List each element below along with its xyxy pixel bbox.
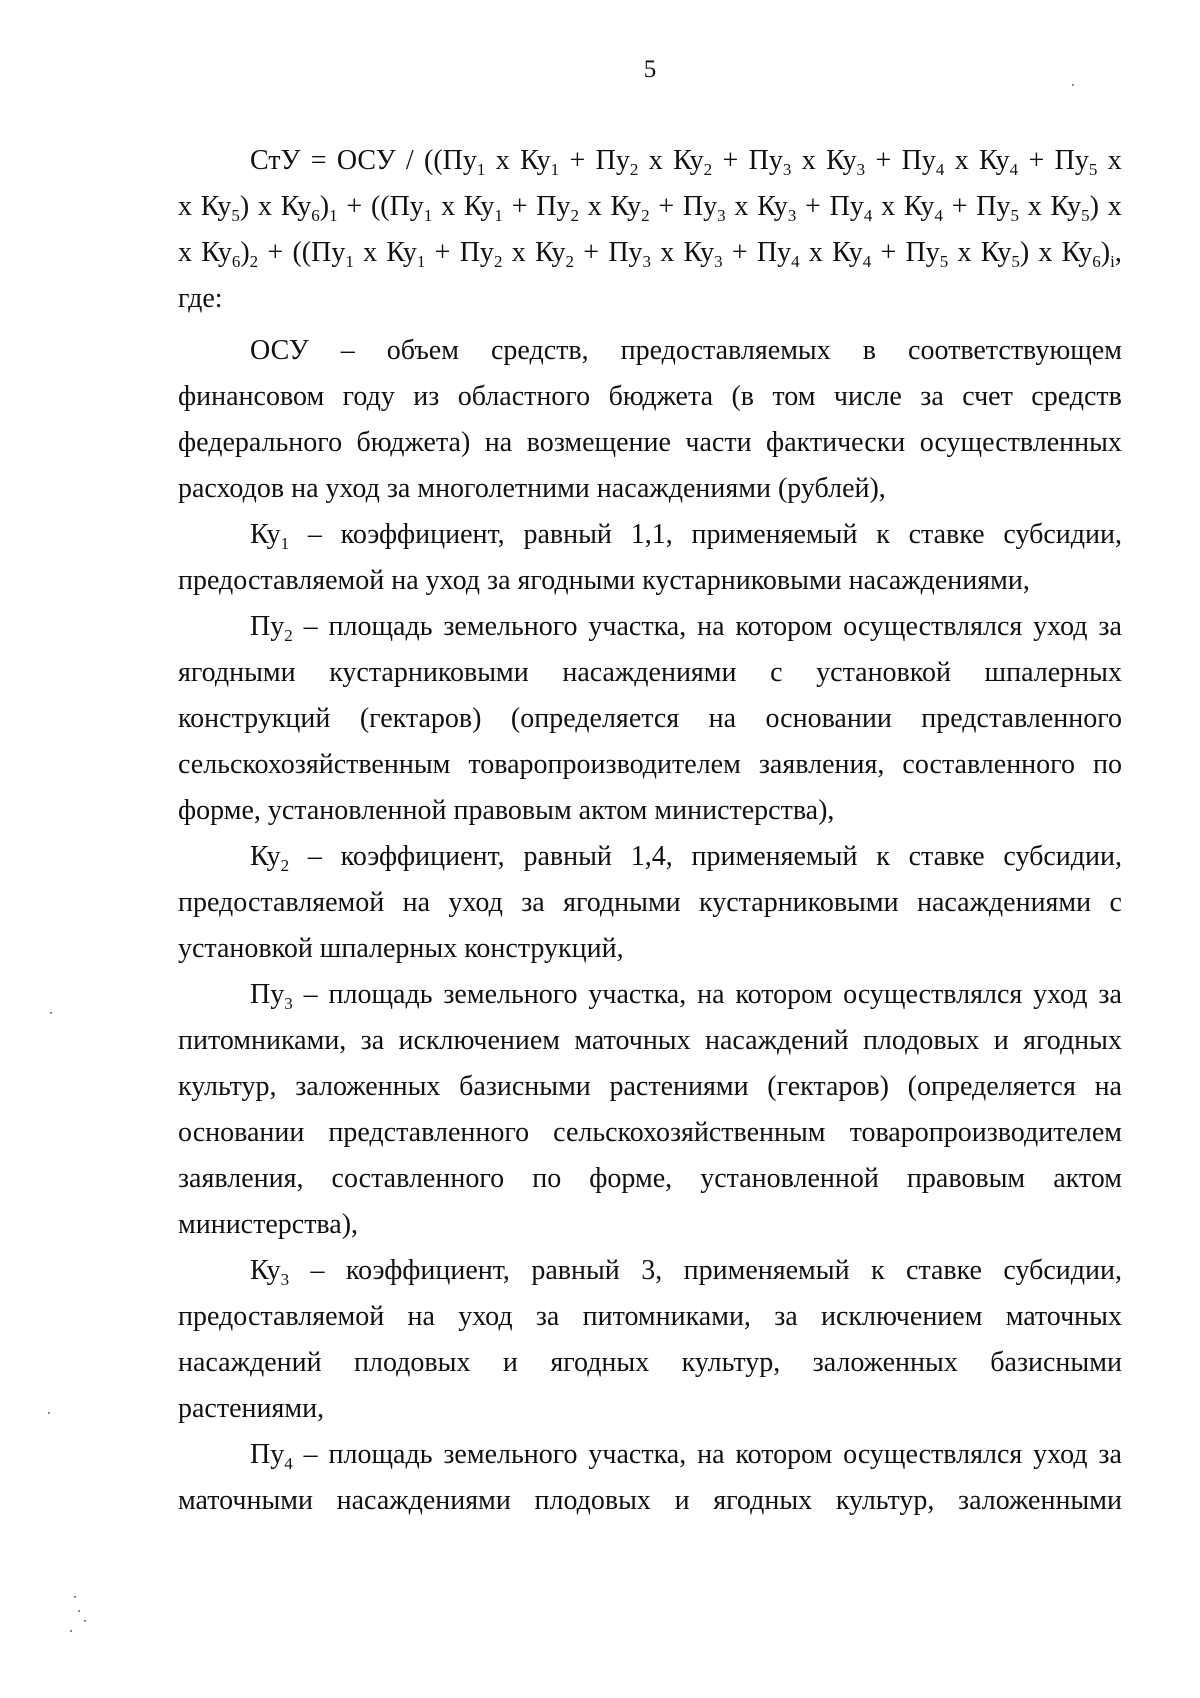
scan-speck xyxy=(50,1012,52,1014)
text-line: $Ку_1$ – коэффициент, равный 1,1, применяемый к ставке субсидии, xyxy=(250,519,1122,553)
text-line: х $Ку_5$) х $Ку_6)_1$ + (($Пу_1$ х $Ку_1$ + $Пу_2$ х $Ку_2$ + $Пу_3$ х $Ку_3$ + $Пу_4$ х $Ку_4$ + $Пу_5$ х $Ку_5$) х xyxy=(178,191,1122,225)
text-line: установкой шпалерных конструкций, xyxy=(178,933,624,964)
scan-speck xyxy=(1072,84,1074,86)
text-line: сельскохозяйственным товаропроизводителем заявления, составленного по xyxy=(178,749,1122,780)
text-line: питомниками, за исключением маточных насаждений плодовых и ягодных xyxy=(178,1025,1122,1056)
scan-speck xyxy=(78,1610,80,1612)
text-line: маточными насаждениями плодовых и ягодных культур, заложенными xyxy=(178,1485,1122,1516)
text-line: ОСУ – объем средств, предоставляемых в соответствующем xyxy=(250,335,1122,366)
scan-speck xyxy=(84,1620,86,1622)
page-number: 5 xyxy=(643,56,657,83)
text-line: расходов на уход за многолетними насаждениями (рублей), xyxy=(178,473,886,504)
document-body xyxy=(178,138,1122,1524)
text-line: культур, заложенных базисными растениями (гектаров) (определяется на xyxy=(178,1071,1122,1102)
scan-speck xyxy=(70,1630,72,1632)
text-line: растениями, xyxy=(178,1393,325,1424)
text-line: $Пу_3$ – площадь земельного участка, на котором осуществлялся уход за xyxy=(250,979,1122,1013)
text-line: предоставляемой на уход за ягодными кустарниковыми насаждениями, xyxy=(178,565,1030,596)
text-line: основании представленного сельскохозяйственным товаропроизводителем xyxy=(178,1117,1122,1148)
text-line: министерства), xyxy=(178,1209,359,1240)
text-line: форме, установленной правовым актом министерства), xyxy=(178,795,835,826)
text-line: заявления, составленного по форме, установленной правовым актом xyxy=(178,1163,1122,1194)
text-line: конструкций (гектаров) (определяется на основании представленного xyxy=(178,703,1122,734)
text-line: $Ку_3$ – коэффициент, равный 3, применяемый к ставке субсидии, xyxy=(250,1255,1122,1289)
text-line: СтУ = ОСУ / (($Пу_1$ х $Ку_1$ + $Пу_2$ х $Ку_2$ + $Пу_3$ х $Ку_3$ + $Пу_4$ х $Ку_4$ + $Пу_5$ х xyxy=(250,145,1122,179)
text-line: финансовом году из областного бюджета (в том числе за счет средств xyxy=(178,381,1122,412)
text-line: $Пу_4$ – площадь земельного участка, на котором осуществлялся уход за xyxy=(250,1439,1122,1473)
text-line: предоставляемой на уход за питомниками, за исключением маточных xyxy=(178,1301,1122,1332)
text-line: х $Ку_6)_2$ + (($Пу_1$ х $Ку_1$ + $Пу_2$ х $Ку_2$ + $Пу_3$ х $Ку_3$ + $Пу_4$ х $Ку_4$ + $Пу_5$ х $Ку_5$) х $Ку_6)_i$, xyxy=(178,237,1122,271)
text-line: ягодными кустарниковыми насаждениями с установкой шпалерных xyxy=(178,657,1122,688)
text-line: федерального бюджета) на возмещение части фактически осуществленных xyxy=(178,427,1122,458)
scan-speck xyxy=(74,1596,76,1598)
scan-speck xyxy=(48,1412,50,1414)
text-line: $Ку_2$ – коэффициент, равный 1,4, применяемый к ставке субсидии, xyxy=(250,841,1122,875)
text-line: $Пу_2$ – площадь земельного участка, на котором осуществлялся уход за xyxy=(250,611,1122,645)
text-line: где: xyxy=(178,283,223,314)
text-line: насаждений плодовых и ягодных культур, заложенных базисными xyxy=(178,1347,1122,1378)
text-line: предоставляемой на уход за ягодными кустарниковыми насаждениями с xyxy=(178,887,1122,918)
